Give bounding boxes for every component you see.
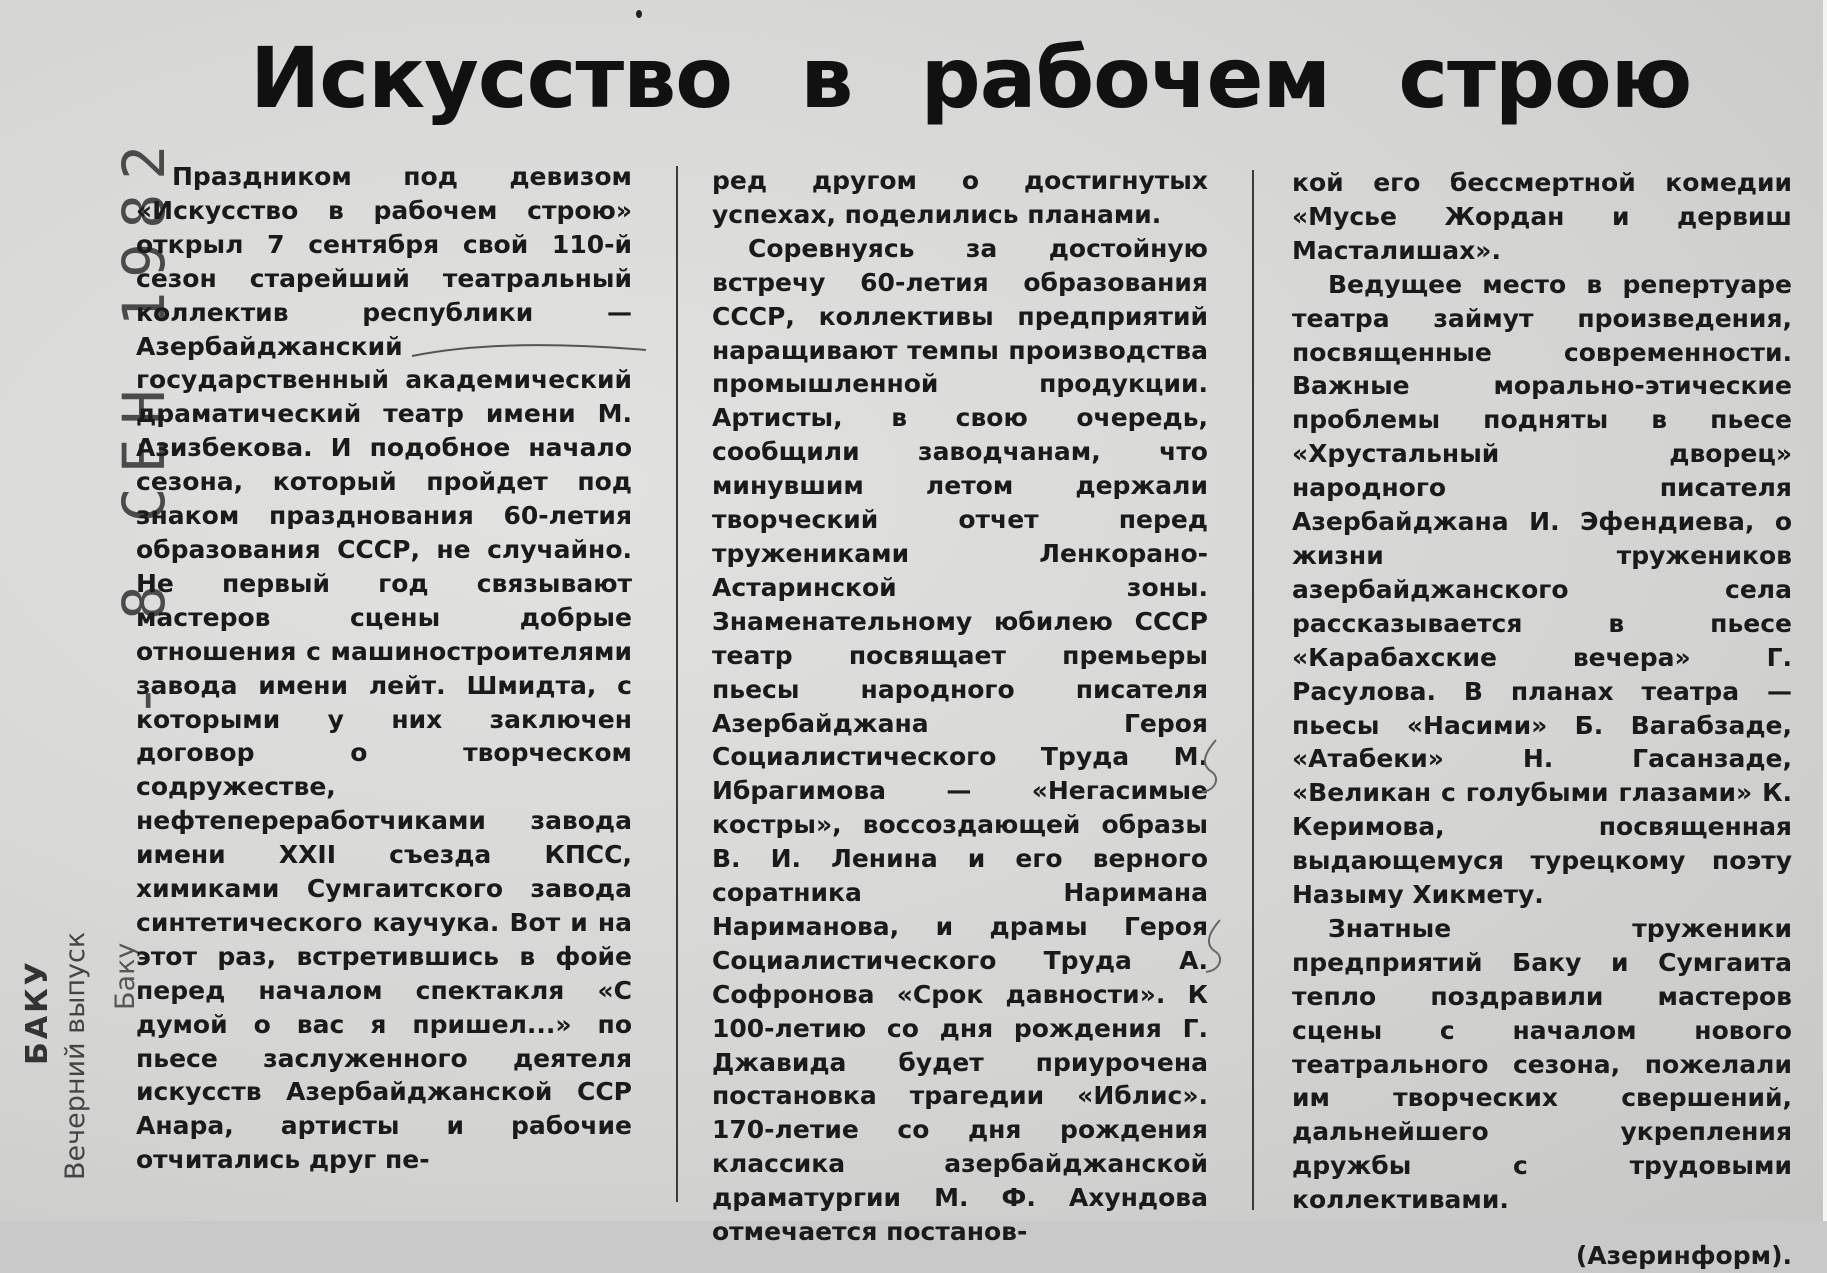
column-rule-1	[676, 166, 678, 1202]
pencil-margin-mark	[1196, 916, 1236, 976]
article-column-3	[1292, 166, 1792, 1273]
paragraph: Знатные труженики предприятий Баку и Сумгаита тепло поздравили мастеров сцены с началом нового театрального сезона, пожелали им творческих свершений, дальнейшего укрепления дружбы с трудовыми коллективами.	[1292, 913, 1792, 1215]
headline: Искусство в рабочем строю	[250, 29, 1692, 127]
paragraph: Праздником под девизом «Искусство в рабочем строю» открыл 7 сентября свой 110-й сезон старейший театральный коллектив республики — Азербайджанский государственный академический драматический театр имени М. Азизбекова. И подобное начало сезона, который пройдет под знаком празднования 60-летия образования СССР, не случайно. Не первый год связывают мастеров сцены добрые отношения с машиностроителями завода имени лейт. Шмидта, с которыми у них заключен договор о творческом содружестве, нефтепереработчиками завода имени XXII съезда КПСС, химиками Сумгаитского завода синтетического каучука. Вот и на этот раз, встретившись в фойе перед началом спектакля «С думой о вас я пришел...» по пьесе заслуженного деятеля искусств Азербайджанской ССР Анара, артисты и рабочие отчитались друг пе-	[136, 162, 632, 1175]
paragraph: кой его бессмертной комедии «Мусье Жордан и дервиш Масталишах».	[1292, 168, 1792, 265]
city-stamp: БАКУ	[20, 959, 55, 1065]
handwritten-city-note: Баку	[110, 942, 141, 1010]
pencil-margin-mark	[1192, 736, 1232, 796]
article-column-1	[136, 160, 632, 1177]
date-stamp: - 8 СЕН 1982	[110, 130, 178, 718]
article-column-2	[712, 164, 1208, 1249]
paragraph: Ведущее место в репертуаре театра займут произведения, посвященные современности. Важные морально-этические проблемы подняты в пьесе «Хрустальный дворец» народного писателя Азербайджана И. Эфендиева, о жизни тружеников азербайджанского села рассказывается в пьесе «Карабахские вечера» Г. Расулова. В планах театра — пьесы «Насими» Б. Вагабзаде, «Атабеки» Н. Гасанзаде, «Великан с голубыми глазами» К. Керимова, посвященная выдающемуся турецкому поэту Назыму Хикмету.	[1292, 269, 1792, 910]
column-rule-2	[1252, 170, 1254, 1210]
paragraph: Соревнуясь за достойную встречу 60-летия образования СССР, коллективы предприятий наращивают темпы производства промышленной продукции. Артисты, в свою очередь, сообщили заводчанам, что минувшим летом держали творческий отчет перед тружениками Ленкорано-Астаринской зоны. Знаменательному юбилею СССР театр посвящает премьеры пьесы народного писателя Азербайджана Героя Социалистического Труда М. Ибрагимова — «Негасимые костры», воссоздающей образы В. И. Ленина и его верного соратника Наримана Нариманова, и драмы Героя Социалистического Труда А. Софронова «Срок давности». К 100-летию со дня рождения Г. Джавида будет приурочена постановка трагедии «Иблис». 170-летие со дня рождения классика азербайджанской драматургии М. Ф. Ахундова отмечается постанов-	[712, 233, 1208, 1247]
ink-dot	[636, 10, 642, 18]
signature: (Азеринформ).	[1575, 1241, 1792, 1271]
paragraph: ред другом о достигнутых успехах, поделились планами.	[712, 166, 1208, 229]
pencil-underline-mark	[410, 338, 650, 362]
issue-stamp: Вечерний выпуск	[60, 931, 91, 1180]
